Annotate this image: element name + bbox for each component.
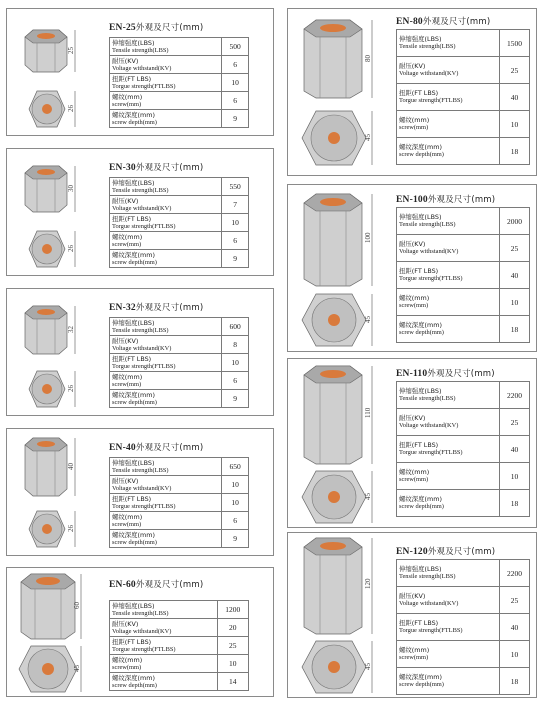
spec-table: 伸缩强度(LBS) Tensile strength(LBS) 2000 耐压(KV) Voltage withstand(KV) 25 扭距(FT LBS) Torgue strength(FTLBS) 40 螺纹(mm) screw(mm) 10 螺纹深度(mm) screw depth(mm) 18 xyxy=(396,207,530,343)
product-card-en60 xyxy=(6,567,274,697)
spec-table: 伸缩强度(LBS) Tensile strength(LBS) 500 耐压(KV) Voltage withstand(KV) 6 扭距(FT LBS) Torgue strength(FTLBS) 10 螺纹(mm) screw(mm) 6 螺纹深度(mm) screw depth(mm) 9 xyxy=(109,37,249,128)
insulator-top-figure xyxy=(19,365,79,413)
hex-dim: 45 xyxy=(364,663,372,670)
insulator-top-figure xyxy=(19,85,79,133)
hex-dim: 26 xyxy=(67,385,75,392)
model-title: EN-80外观及尺寸(mm) xyxy=(396,17,491,27)
height-dim: 120 xyxy=(364,578,372,589)
model-title: EN-110外观及尺寸(mm) xyxy=(396,369,495,379)
insulator-side-figure xyxy=(19,303,79,359)
insulator-top-figure xyxy=(19,225,79,273)
hex-dim: 26 xyxy=(67,525,75,532)
insulator-top-figure xyxy=(296,467,376,527)
height-dim: 60 xyxy=(73,602,81,609)
model-title: EN-32外观及尺寸(mm) xyxy=(109,303,204,313)
spec-table: 伸缩强度(LBS) Tensile strength(LBS) 600 耐压(KV) Voltage withstand(KV) 8 扭距(FT LBS) Torgue strength(FTLBS) 10 螺纹(mm) screw(mm) 6 螺纹深度(mm) screw depth(mm) 9 xyxy=(109,317,249,408)
insulator-side-figure xyxy=(296,191,376,289)
spec-table: 伸缩强度(LBS) Tensile strength(LBS) 650 耐压(KV) Voltage withstand(KV) 10 扭距(FT LBS) Torgue strength(FTLBS) 10 螺纹(mm) screw(mm) 6 螺纹深度(mm) screw depth(mm) 9 xyxy=(109,457,249,548)
product-card-en100 xyxy=(287,184,537,352)
height-dim: 40 xyxy=(67,463,75,470)
insulator-side-figure xyxy=(15,572,85,642)
height-dim: 100 xyxy=(364,232,372,243)
model-title: EN-25外观及尺寸(mm) xyxy=(109,23,204,33)
insulator-top-figure xyxy=(15,642,85,696)
model-title: EN-30外观及尺寸(mm) xyxy=(109,163,204,173)
spec-table: 伸缩强度(LBS) Tensile strength(LBS) 550 耐压(KV) Voltage withstand(KV) 7 扭距(FT LBS) Torgue strength(FTLBS) 10 螺纹(mm) screw(mm) 6 螺纹深度(mm) screw depth(mm) 9 xyxy=(109,177,249,268)
insulator-side-figure xyxy=(296,363,376,467)
hex-dim: 26 xyxy=(67,105,75,112)
hex-dim: 26 xyxy=(67,245,75,252)
height-dim: 110 xyxy=(364,407,372,418)
height-dim: 30 xyxy=(67,185,75,192)
insulator-top-figure xyxy=(296,289,376,351)
product-card-en40 xyxy=(6,428,274,556)
model-title: EN-40外观及尺寸(mm) xyxy=(109,443,204,453)
spec-table: 伸缩强度(LBS) Tensile strength(LBS) 1200 耐压(KV) Voltage withstand(KV) 20 扭距(FT LBS) Torgue strength(FTLBS) 25 螺纹(mm) screw(mm) 10 螺纹深度(mm) screw depth(mm) 14 xyxy=(109,600,249,691)
height-dim: 25 xyxy=(67,47,75,54)
insulator-side-figure xyxy=(296,535,376,637)
hex-dim: 45 xyxy=(364,134,372,141)
height-dim: 32 xyxy=(67,326,75,333)
insulator-side-figure xyxy=(19,163,79,217)
height-dim: 80 xyxy=(364,55,372,62)
spec-table: 伸缩强度(LBS) Tensile strength(LBS) 2200 耐压(KV) Voltage withstand(KV) 25 扭距(FT LBS) Torgue strength(FTLBS) 40 螺纹(mm) screw(mm) 10 螺纹深度(mm) screw depth(mm) 18 xyxy=(396,381,530,517)
insulator-top-figure xyxy=(296,105,376,171)
insulator-top-figure xyxy=(19,505,79,553)
hex-dim: 45 xyxy=(364,493,372,500)
spec-table: 伸缩强度(LBS) Tensile strength(LBS) 2200 耐压(KV) Voltage withstand(KV) 25 扭距(FT LBS) Torgue strength(FTLBS) 40 螺纹(mm) screw(mm) 10 螺纹深度(mm) screw depth(mm) 18 xyxy=(396,559,530,695)
insulator-top-figure xyxy=(296,637,376,697)
product-card-en110 xyxy=(287,358,537,528)
spec-table: 伸缩强度(LBS) Tensile strength(LBS) 1500 耐压(KV) Voltage withstand(KV) 25 扭距(FT LBS) Torgue strength(FTLBS) 40 螺纹(mm) screw(mm) 10 螺纹深度(mm) screw depth(mm) 18 xyxy=(396,29,530,165)
product-card-en25 xyxy=(6,8,274,136)
insulator-side-figure xyxy=(19,27,79,77)
product-card-en120 xyxy=(287,532,537,698)
model-title: EN-100外观及尺寸(mm) xyxy=(396,195,496,205)
model-title: EN-120外观及尺寸(mm) xyxy=(396,547,496,557)
hex-dim: 45 xyxy=(364,316,372,323)
insulator-side-figure xyxy=(296,17,376,101)
product-card-en80 xyxy=(287,8,537,176)
insulator-side-figure xyxy=(19,435,79,501)
product-card-en30 xyxy=(6,148,274,276)
model-title: EN-60外观及尺寸(mm) xyxy=(109,580,204,590)
product-card-en32 xyxy=(6,288,274,416)
hex-dim: 45 xyxy=(73,665,81,672)
